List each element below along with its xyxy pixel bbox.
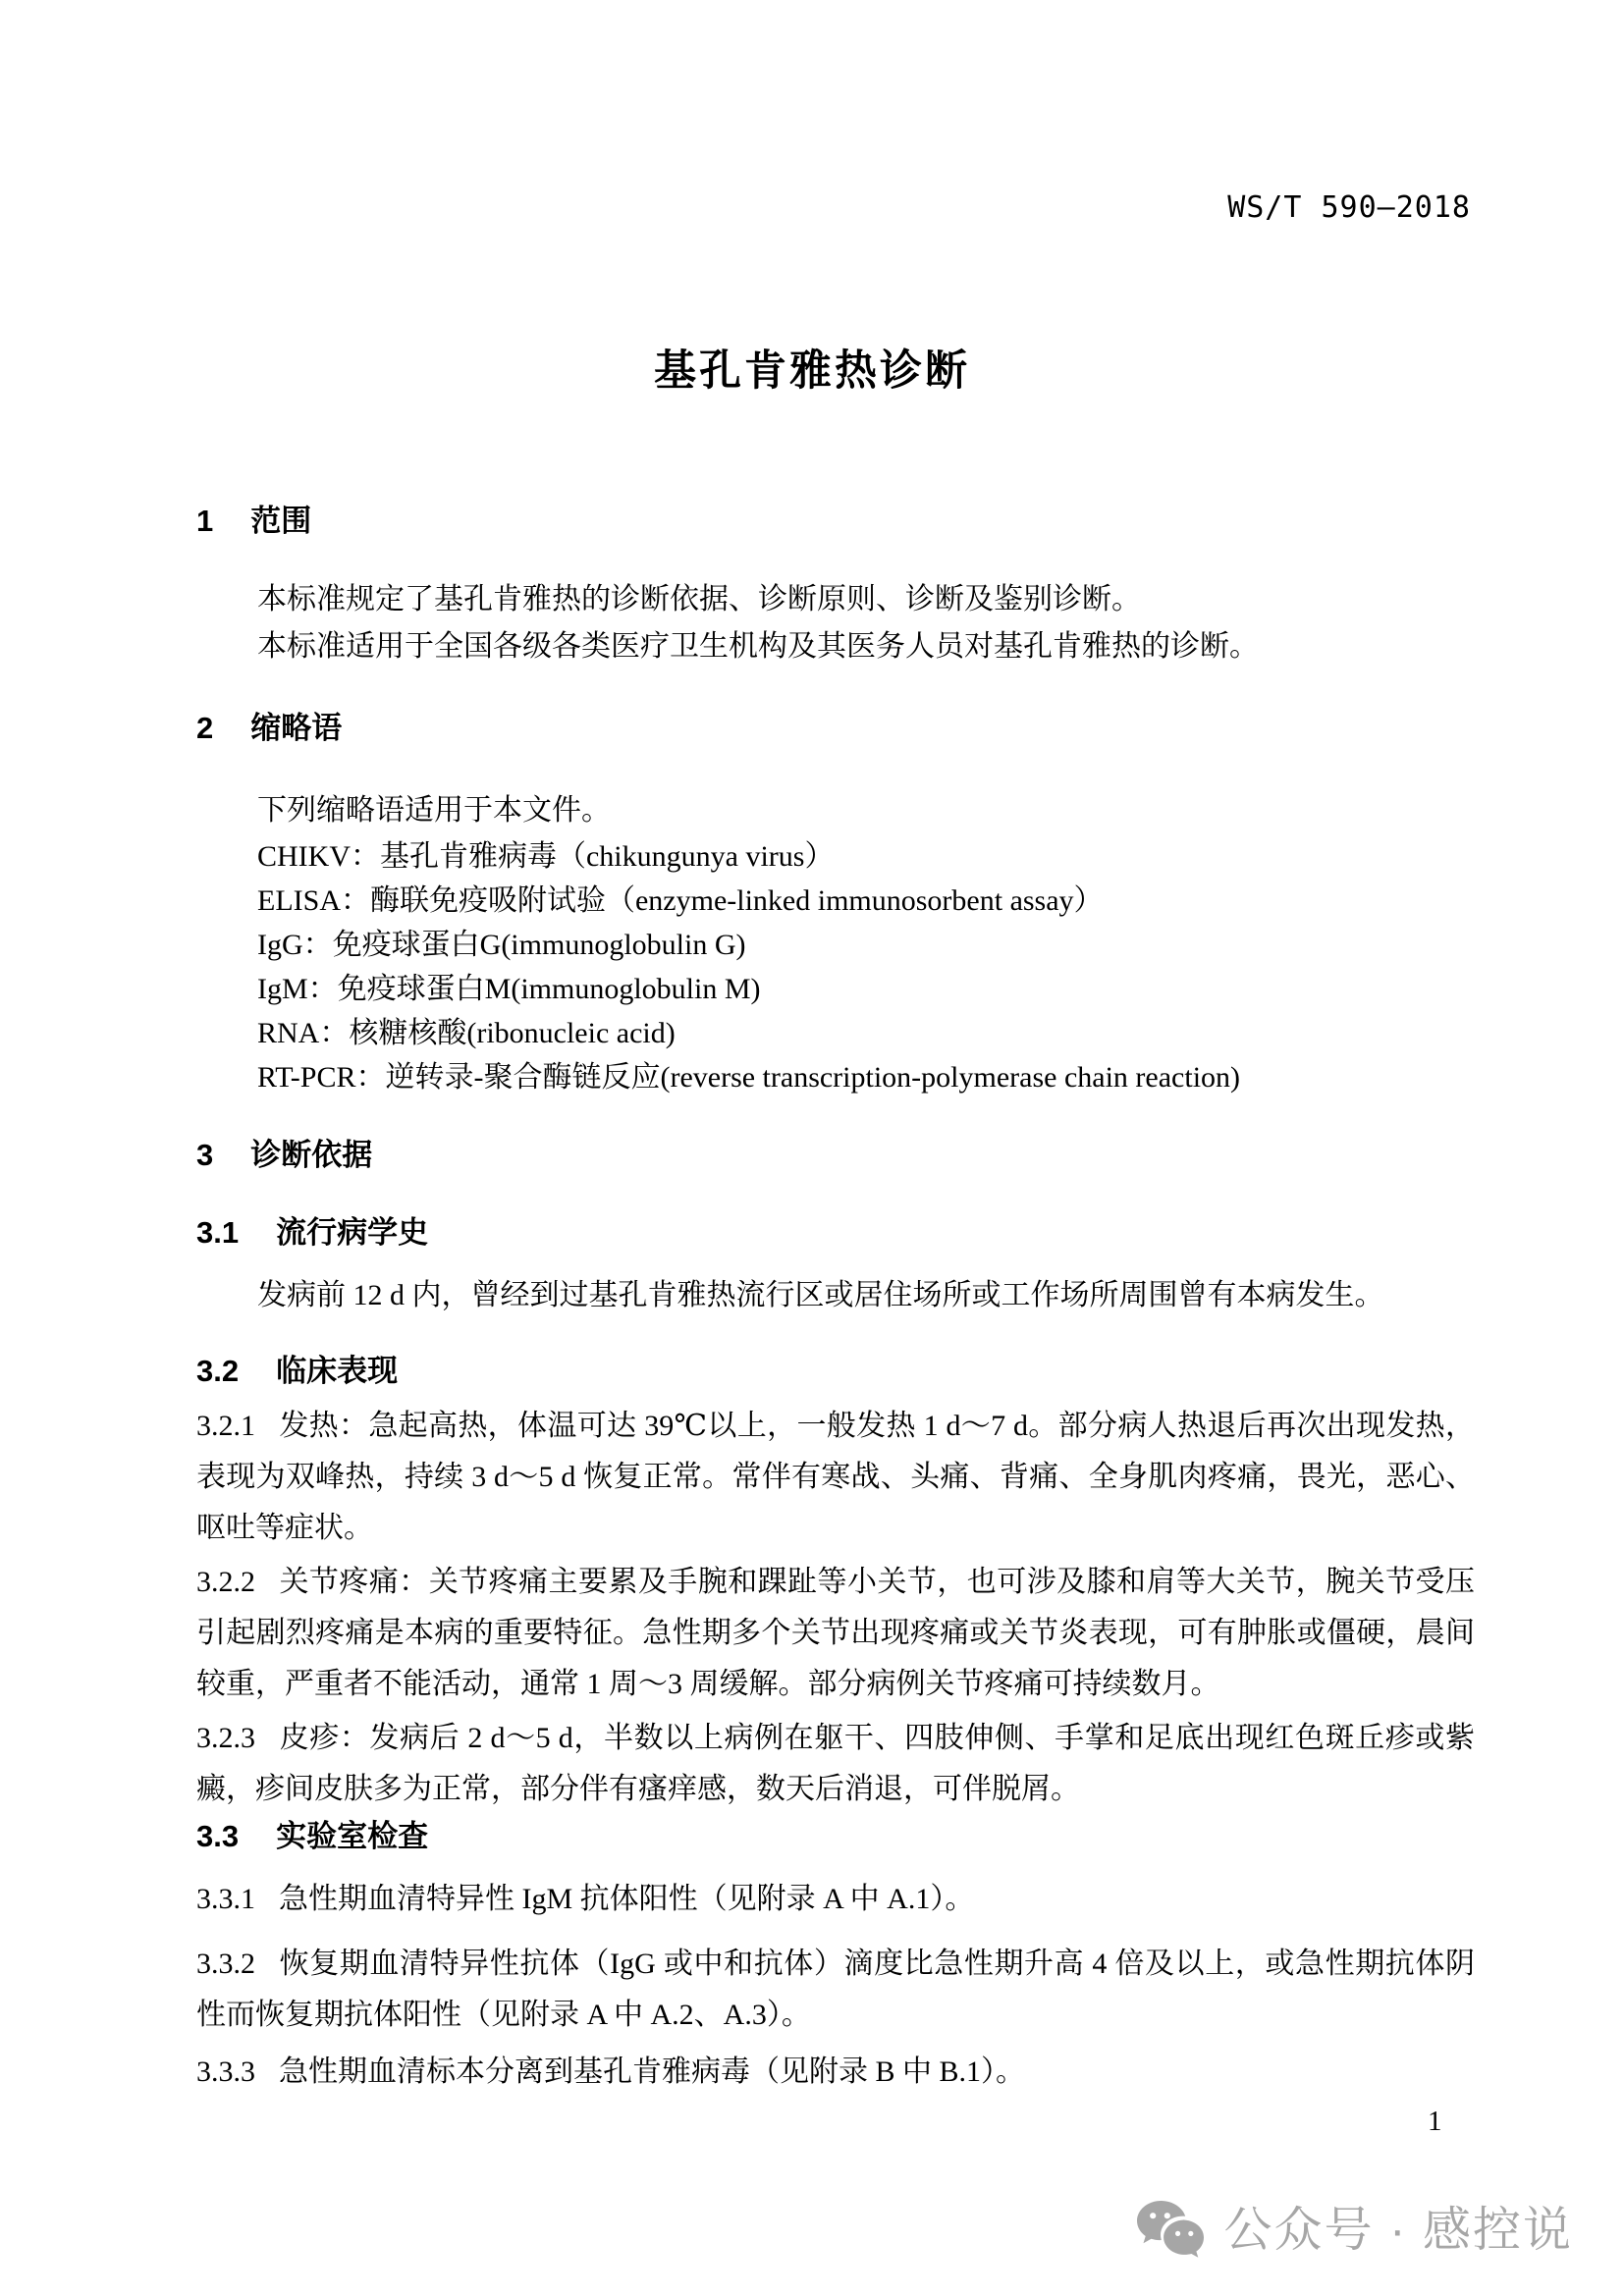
document-title: 基孔肯雅热诊断 xyxy=(654,347,970,395)
section-number: 3.2 xyxy=(196,1354,240,1388)
section-title: 临床表现 xyxy=(276,1354,399,1388)
section-epidemiology-heading xyxy=(196,1214,1475,1251)
clause-rash xyxy=(196,1713,1475,1815)
section-title: 范围 xyxy=(250,504,312,538)
watermark xyxy=(1135,2199,1573,2262)
clause-number: 3.3.3 xyxy=(196,2056,255,2088)
section-abbr-heading xyxy=(196,710,1475,746)
section-number: 3.1 xyxy=(196,1215,240,1250)
clause-number: 3.3.1 xyxy=(196,1883,255,1915)
clause-joint-pain xyxy=(196,1557,1475,1710)
section-number: 3 xyxy=(196,1138,214,1172)
abbr-item-igg: IgG：免疫球蛋白G(immunoglobulin G) xyxy=(257,929,746,961)
clause-fever xyxy=(196,1401,1475,1554)
abbr-item-elisa: ELISA：酶联免疫吸附试验（enzyme-linked immunosorbent assay） xyxy=(257,884,1104,917)
clause-number: 3.3.2 xyxy=(196,1948,255,1980)
section-number: 3.3 xyxy=(196,1819,240,1853)
section-title: 缩略语 xyxy=(250,711,343,745)
scope-paragraph-1: 本标准规定了基孔肯雅热的诊断依据、诊断原则、诊断及鉴别诊断。 xyxy=(257,583,1141,615)
abbr-item-chikv: CHIKV：基孔肯雅病毒（chikungunya virus） xyxy=(257,840,835,873)
clause-number: 3.2.3 xyxy=(196,1722,255,1754)
section-title: 诊断依据 xyxy=(250,1138,373,1172)
clause-number: 3.2.1 xyxy=(196,1410,255,1442)
clause-titer xyxy=(196,1939,1475,2041)
clause-number: 3.2.2 xyxy=(196,1566,255,1598)
abbr-item-igm: IgM：免疫球蛋白M(immunoglobulin M) xyxy=(257,973,761,1005)
section-title: 流行病学史 xyxy=(276,1215,429,1250)
section-laboratory-heading xyxy=(196,1818,1475,1854)
section-clinical-heading xyxy=(196,1353,1475,1389)
clause-text: 急性期血清特异性 IgM 抗体阳性（见附录 A 中 A.1）。 xyxy=(279,1883,975,1915)
epidemiology-text: 发病前 12 d 内，曾经到过基孔肯雅热流行区或居住场所或工作场所周围曾有本病发生。 xyxy=(257,1279,1384,1311)
section-number: 2 xyxy=(196,711,214,745)
scope-paragraph-2: 本标准适用于全国各级各类医疗卫生机构及其医务人员对基孔肯雅热的诊断。 xyxy=(257,630,1259,663)
abbr-item-rna: RNA：核糖核酸(ribonucleic acid) xyxy=(257,1017,676,1049)
standard-code: WS/T 590—2018 xyxy=(1227,190,1471,225)
wechat-icon xyxy=(1135,2199,1208,2262)
abbr-item-rtpcr: RT-PCR：逆转录-聚合酶链反应(reverse transcription-polymerase chain reaction) xyxy=(257,1061,1241,1094)
clause-text: 发热：急起高热，体温可达 39℃以上，一般发热 1 d～7 d。部分病人热退后再次出现发热，表现为双峰热，持续 3 d～5 d 恢复正常。常伴有寒战、头痛、背痛、全身肌肉疼痛，畏光，恶心、呕吐等症状。 xyxy=(196,1410,1475,1544)
abbr-intro: 下列缩略语适用于本文件。 xyxy=(257,794,611,827)
clause-igm xyxy=(196,1874,1475,1925)
section-scope-heading xyxy=(196,503,1475,539)
section-title: 实验室检查 xyxy=(276,1819,429,1853)
clause-isolation xyxy=(196,2047,1475,2098)
clause-text: 恢复期血清特异性抗体（IgG 或中和抗体）滴度比急性期升高 4 倍及以上，或急性期抗体阴性而恢复期抗体阳性（见附录 A 中 A.2、A.3）。 xyxy=(196,1948,1475,2031)
clause-text: 关节疼痛：关节疼痛主要累及手腕和踝趾等小关节，也可涉及膝和肩等大关节，腕关节受压引起剧烈疼痛是本病的重要特征。急性期多个关节出现疼痛或关节炎表现，可有肿胀或僵硬，晨间较重，严重者不能活动，通常 1 周～3 周缓解。部分病例关节疼痛可持续数月。 xyxy=(196,1566,1475,1700)
section-number: 1 xyxy=(196,504,214,538)
watermark-text: 公众号 · 感控说 xyxy=(1223,2203,1573,2257)
page-number: 1 xyxy=(1428,2106,1442,2137)
section-diagnosis-heading xyxy=(196,1137,1475,1173)
clause-text: 急性期血清标本分离到基孔肯雅病毒（见附录 B 中 B.1）。 xyxy=(279,2056,1026,2088)
clause-text: 皮疹：发病后 2 d～5 d，半数以上病例在躯干、四肢伸侧、手掌和足底出现红色斑丘疹或紫癜，疹间皮肤多为正常，部分伴有瘙痒感，数天后消退，可伴脱屑。 xyxy=(196,1722,1475,1805)
